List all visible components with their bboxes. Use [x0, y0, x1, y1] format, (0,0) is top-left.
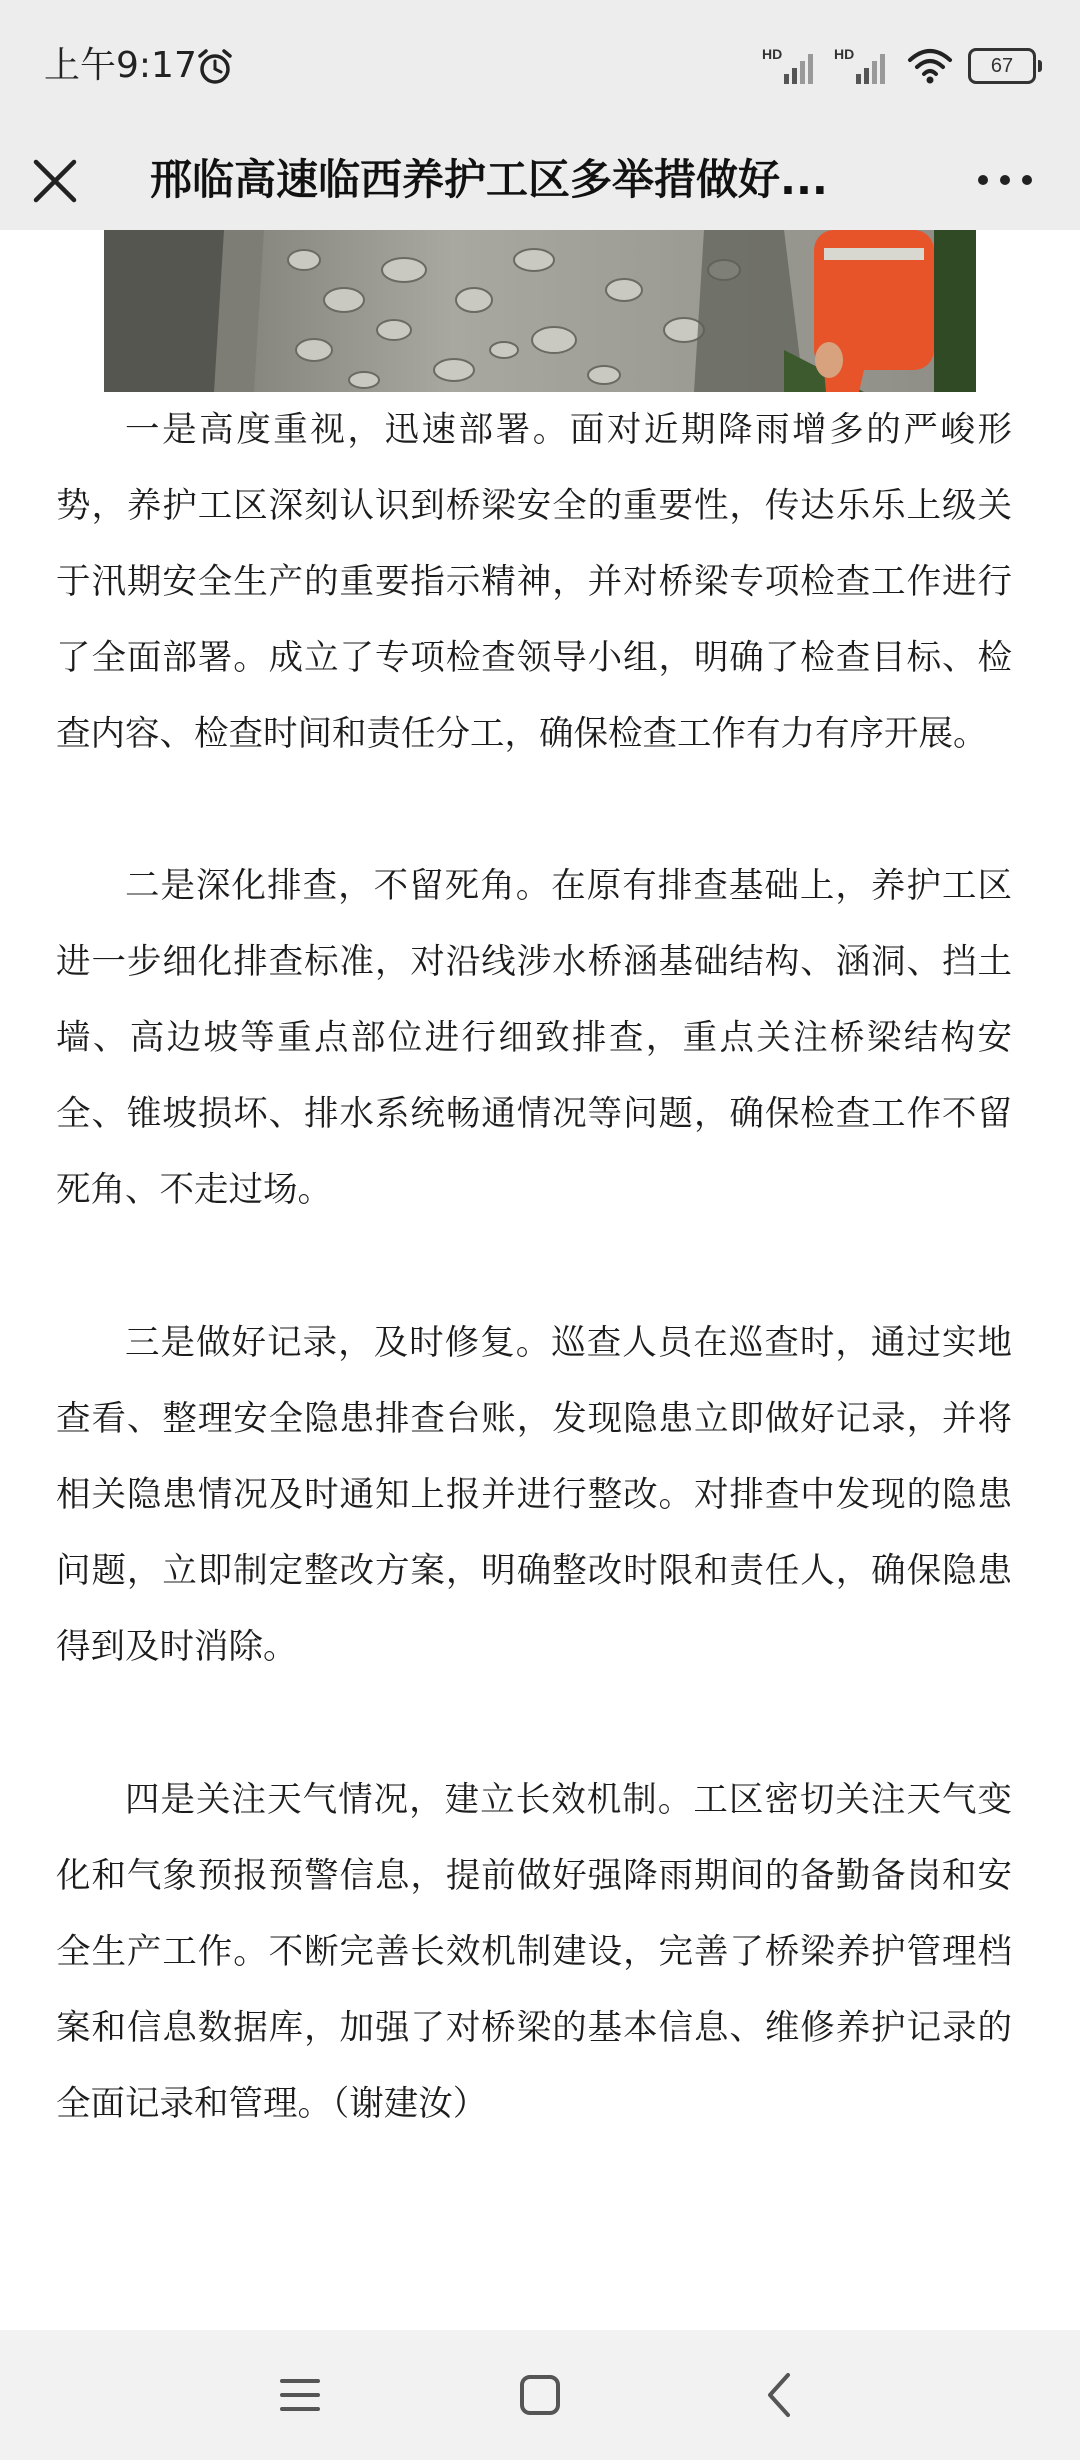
- top-navigation-bar: [0, 130, 1080, 230]
- article-paragraph: 二是深化排查，不留死角。在原有排查基础上，养护工区进一步细化排查标准，对沿线涉水桥涵基础结构、涵洞、挡土墙、高边坡等重点部位进行细致排查，重点关注桥梁结构安全、锥坡损坏、排水系统畅通情况等问题，确保检查工作不留死角、不走过场。: [56, 866, 1012, 1210]
- more-options-icon[interactable]: [978, 170, 1032, 190]
- more-dot: [978, 175, 988, 185]
- signal-strength-icon: [834, 46, 892, 86]
- system-navigation-bar: [0, 2330, 1080, 2460]
- menu-icon[interactable]: [270, 2365, 330, 2425]
- signal-hd-label: HD: [762, 46, 783, 62]
- article-photo: [104, 230, 976, 392]
- more-dot: [1022, 175, 1032, 185]
- signal-strength-icon: [762, 46, 820, 86]
- article-paragraph: 四是关注天气情况，建立长效机制。工区密切关注天气变化和气象预报预警信息，提前做好强降雨期间的备勤备岗和安全生产工作。不断完善长效机制建设，完善了桥梁养护管理档案和信息数据库，加强了对桥梁的基本信息、维修养护记录的全面记录和管理。（谢建汝）: [56, 1780, 1012, 2124]
- status-time: 上午9:17: [44, 45, 197, 86]
- close-icon[interactable]: [30, 148, 80, 212]
- article-content: [0, 230, 1080, 2330]
- status-bar: [0, 0, 1080, 130]
- home-icon[interactable]: [510, 2365, 570, 2425]
- status-icons: [762, 44, 1036, 88]
- wifi-icon: [906, 46, 954, 86]
- back-icon[interactable]: [750, 2365, 810, 2425]
- article-paragraph: 三是做好记录，及时修复。巡查人员在巡查时，通过实地查看、整理安全隐患排查台账，发现隐患立即做好记录，并将相关隐患情况及时通知上报并进行整改。对排查中发现的隐患问题，立即制定整改方案，明确整改时限和责任人，确保隐患得到及时消除。: [56, 1323, 1012, 1667]
- more-dot: [1000, 175, 1010, 185]
- article-paragraph: 一是高度重视，迅速部署。面对近期降雨增多的严峻形势，养护工区深刻认识到桥梁安全的重要性，传达乐乐上级关于汛期安全生产的重要指示精神，并对桥梁专项检查工作进行了全面部署。成立了专项检查领导小组，明确了检查目标、检查内容、检查时间和责任分工，确保检查工作有力有序开展。: [56, 410, 1012, 754]
- battery-icon: 67: [968, 48, 1036, 84]
- signal-hd-label: HD: [834, 46, 855, 62]
- page-title: 邢临高速临西养护工区多举措做好...: [150, 155, 828, 204]
- alarm-clock-icon: [196, 48, 234, 86]
